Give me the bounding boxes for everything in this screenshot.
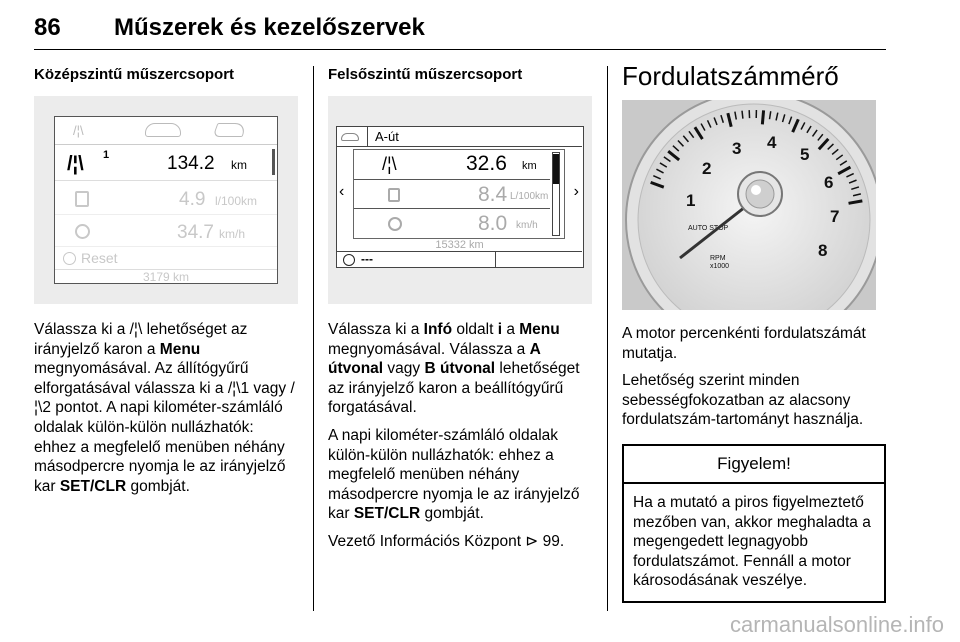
fuel-consumption-unit: l/100km — [215, 194, 258, 208]
fuel-icon — [388, 188, 400, 202]
auto-stop-label: AUTO STOP — [688, 225, 729, 232]
section-heading: Középszintű műszercsoport — [34, 66, 235, 83]
section-heading: Fordulatszámmérő — [622, 61, 839, 91]
fuel-consumption-unit: L/100km — [510, 191, 549, 202]
col1-paragraph — [34, 320, 300, 496]
text-run: Válassza ki a — [328, 321, 424, 338]
mid-cluster-figure — [34, 96, 298, 304]
col2-text — [328, 320, 594, 552]
route-a-keyword: A útvonal — [328, 340, 541, 378]
section-heading: Felsőszintű műszercsoport — [328, 66, 523, 83]
text-run: A napi kilométer-számláló oldalak külön-külön nullázhatók: ehhez a megfelelő menüben néhány másodpercre nyomja le az irányjelző kar — [328, 426, 580, 523]
text-run: megnyomásával. Válassza a — [328, 340, 530, 358]
speed-icon — [388, 217, 402, 231]
gauge-number-7: 7 — [830, 207, 840, 226]
upper-cluster-figure — [328, 96, 592, 304]
text-run: megnyomásával. Az állítógyűrű elforgatásával válassza ki a /¦\1 vagy /¦\2 pontot. A napi kilométer-számláló oldalak külön-külön nullázhatók: ehhez a megfelelő menüben néhány másodpercre nyomja le az irányjelző kar — [34, 360, 295, 495]
warning-title: Figyelem! — [624, 446, 884, 484]
trip-tab-icon: /¦\ — [73, 123, 84, 138]
trip-distance-unit: km — [522, 160, 537, 172]
gauge-number-4: 4 — [767, 133, 777, 152]
gauge-number-6: 6 — [824, 173, 834, 192]
route-icon — [212, 123, 247, 137]
car-icon — [145, 123, 181, 137]
info-icon: i — [497, 321, 503, 338]
text-run: vagy — [383, 360, 425, 378]
chevron-right-icon[interactable]: › — [573, 183, 579, 200]
cluster-display — [336, 126, 584, 268]
rpm-label: RPM — [710, 255, 726, 262]
set-clr-keyword: SET/CLR — [353, 505, 421, 523]
gauge-tick — [742, 111, 743, 119]
gauge-number-3: 3 — [732, 139, 742, 158]
trip-distance-value: 32.6 — [466, 152, 507, 175]
speed-icon — [75, 224, 90, 239]
info-keyword: Infó — [423, 321, 453, 338]
text-run: oldalt — [452, 321, 498, 338]
tachometer-gauge — [622, 100, 876, 310]
trip-superscript: 1 — [103, 149, 110, 161]
col2-paragraph-3: Vezető Információs Központ ⊳ 99. — [328, 532, 565, 550]
trip-distance-value: 134.2 — [167, 153, 215, 174]
scrollbar[interactable] — [272, 149, 275, 175]
average-speed-value: 34.7 — [177, 222, 214, 243]
page-header — [34, 10, 886, 50]
text-run: Válassza ki a /¦\ lehetőséget az irányjelző karon a — [34, 321, 248, 358]
column-upper-level-cluster — [328, 66, 594, 84]
menu-keyword: Menu — [519, 321, 560, 338]
gauge-tick — [762, 110, 763, 124]
trip-icon: /¦\ — [382, 154, 397, 174]
check-icon — [63, 252, 76, 265]
chevron-left-icon[interactable]: ‹ — [339, 183, 345, 200]
scrollbar-thumb[interactable] — [553, 154, 559, 184]
fuel-consumption-value: 8.4 — [478, 183, 508, 206]
speed-icon — [343, 254, 355, 266]
odometer-value: 15332 km — [435, 239, 484, 251]
set-clr-keyword: SET/CLR — [59, 477, 127, 495]
cluster-display — [54, 116, 278, 284]
average-speed-unit: km/h — [219, 227, 246, 241]
fuel-consumption-value: 4.9 — [179, 189, 206, 210]
text-run: lehetőséget az irányjelző karon a beállítógyűrű forgatásával. — [328, 360, 580, 417]
gauge-number-2: 2 — [702, 159, 712, 178]
col3-paragraph-1: A motor percenkénti fordulatszámát mutatja. — [622, 325, 866, 362]
page-number: 86 — [34, 14, 61, 41]
column-mid-level-cluster — [34, 66, 300, 84]
text-run: gombját. — [420, 505, 484, 523]
bottom-readout: --- — [361, 252, 373, 266]
average-speed-unit: km/h — [516, 220, 538, 231]
menu-keyword: Menu — [159, 340, 201, 358]
column-tachometer — [622, 61, 888, 92]
rpm-multiplier-label: x1000 — [710, 263, 730, 270]
col3-text — [622, 324, 886, 603]
text-run: a — [502, 321, 520, 338]
warning-text: Ha a mutató a piros figyelmeztető mezőben van, akkor meghaladta a megengedett legnagyobb fordulatszámot. Fennáll a motor károsodásának veszélye. — [633, 493, 871, 590]
col3-paragraph-2: Lehetőség szerint minden sebességfokozatban az alacsony fordulatszám-tartományt használja. — [622, 372, 864, 429]
display-title: A-út — [375, 129, 399, 144]
tachometer-figure — [622, 100, 876, 310]
gauge-number-1: 1 — [686, 191, 696, 210]
page-title: Műszerek és kezelőszervek — [114, 14, 425, 41]
fuel-icon — [75, 191, 89, 207]
odometer-value: 3179 km — [142, 270, 190, 284]
route-b-keyword: B útvonal — [424, 360, 496, 378]
column-divider — [313, 66, 314, 611]
watermark: carmanualsonline.info — [729, 612, 944, 637]
trip-distance-unit: km — [231, 158, 247, 172]
gauge-number-5: 5 — [800, 145, 810, 164]
average-speed-value: 8.0 — [478, 212, 508, 235]
column-divider — [607, 66, 608, 611]
trip-icon: /¦\ — [67, 153, 84, 175]
col2-paragraph-1 — [328, 320, 594, 418]
reset-label: Reset — [81, 250, 118, 266]
warning-box — [622, 444, 886, 603]
gauge-number-8: 8 — [818, 241, 828, 260]
car-icon — [341, 133, 359, 141]
col2-paragraph-2 — [328, 426, 594, 524]
text-run: gombját. — [126, 477, 190, 495]
